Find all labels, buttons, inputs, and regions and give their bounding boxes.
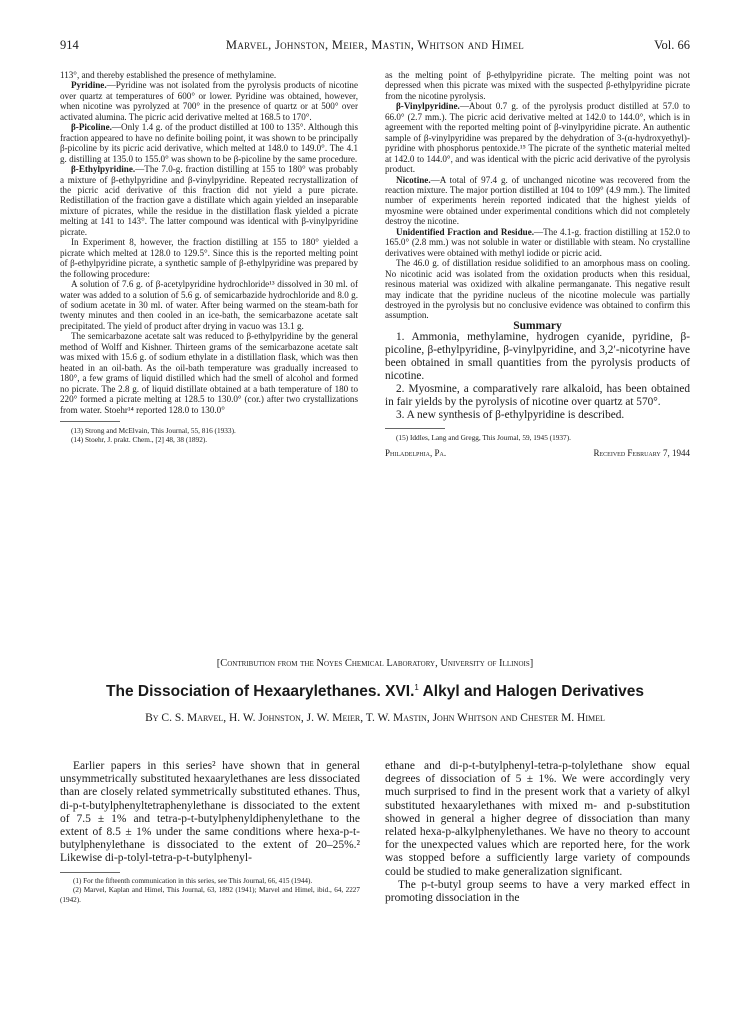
paragraph (385, 101, 690, 174)
paragraph (60, 164, 358, 237)
running-header (60, 38, 690, 54)
article-title (60, 683, 690, 701)
right-column (385, 70, 690, 460)
paragraph: A solution of 7.6 g. of β-acetylpyridine hydrochloride¹³ dissolved in 30 ml. of water was added to a solution of 5.6 g. of semicarbazide hydrochloride and 8.0 g. of sodium acetate in 30 ml. of water. After being warmed on the steam-bath for twenty minutes and then cooled in an ice-bath, the semicarbazone acetate salt precipitated. The yield of product after drying in vacuo was 13.1 g. (60, 279, 358, 331)
paragraph (385, 175, 690, 227)
article-right-column (385, 760, 690, 905)
paragraph-text: —A total of 97.4 g. of unchanged nicotine was recovered from the reaction mixture. The major portion distilled at 104 to 109° (4.9 mm.). The limited number of experiments herein reported indicated that the highest yields of myosmine were obtained under experimental conditions which did not completely destroy the nicotine. (385, 174, 690, 227)
paragraph: as the melting point of β-ethylpyridine picrate. The melting point was not depressed when this picrate was mixed with the suspected β-ethylpyridine picrate from the nicotine pyrolysis. (385, 70, 690, 101)
paragraph: ethane and di-p-t-butylphenyl-tetra-p-tolylethane show equal degrees of dissociation of 5 ± 1%. We were accordingly very much surprised to find in the present work that a variety of alkyl substituted hexaarylethanes with mixed m- and p-substitution showed in general a higher degree of dissociation than many related hexa-p-alkylphenylethanes. We have no theory to account for the unexpected values which are reported here, for the work was stopped before a sufficiently large variety of compounds could be studied to make generalization significant. (385, 760, 690, 878)
title-footnote-mark: 1 (414, 683, 419, 692)
footnote-rule (60, 421, 120, 422)
footnote: (1) For the fifteenth communication in this series, see This Journal, 66, 415 (1944). (73, 876, 313, 885)
footnote: (2) Marvel, Kaplan and Himel, This Journal, 63, 1892 (1941); Marvel and Himel, ibid., 64, 2227 (1942). (60, 886, 360, 904)
section-heading: Nicotine. (396, 174, 431, 185)
paragraph (60, 122, 358, 164)
paragraph-text: —About 0.7 g. of the pyrolysis product distilled at 57.0 to 66.0° (2.7 mm.). The picric acid derivative melted at 142.0 to 144.0°, which is in agreement with the reported melting point of β-vinylpyridine picrate. An authentic sample of β-vinylpyridine was prepared by the dehydration of 3-(α-hydroxyethyl)-pyridine with phosphorus pentoxide.¹⁵ The picrate of the synthetic material melted at 142.0 to 144.0°, and was identical with the picric acid derivative of the pyrolysis product. (385, 101, 690, 175)
paragraph (60, 80, 358, 122)
place: Philadelphia, Pa. (385, 447, 447, 458)
paragraph: The semicarbazone acetate salt was reduced to β-ethylpyridine by the general method of Wolff and Kishner. Thirteen grams of the semicarbazone acetate salt was mixed with 15.6 g. of sodium ethylate in a distillation flask, which was then heated in an oil-bath. As the oil-bath temperature was gradually increased to 180°, a few grams of liquid distilled which had the smell of alcohol and formed no picrate. The 2.8 g. of liquid distillate obtained at a bath temperature of 180 to 220° formed a picrate melting at 128.5 to 130.0° (cor.) after two crystallizations from water. Stoehr¹⁴ reported 128.0 to 130.0° (60, 331, 358, 415)
summary-item: 2. Myosmine, a comparatively rare alkaloid, has been obtained in fair yields by the pyrolysis of nicotine over quartz at 570°. (385, 383, 690, 409)
section-heading: β-Vinylpyridine. (396, 101, 460, 112)
title-main: The Dissociation of Hexaarylethanes. XVI. (106, 683, 415, 701)
paragraph-text: —Only 1.4 g. of the product distilled at 100 to 135°. Although this fraction appeared to have no definite boiling point, it was shown to be principally β-picoline by its picric acid derivative, which melted at 148.0 to 149.0°. The 4.1 g. distilling at 135.0 to 155.0° was shown to be β-picoline by the same procedure. (60, 122, 358, 164)
paragraph: Earlier papers in this series² have shown that in general unsymmetrically substituted hexaarylethanes are less dissociated than are closely related symmetrically substituted ethanes. Thus, di-p-t-butylphenyltetraphenylethane is dissociated to the extent of 7.5 ± 1% and tetra-p-t-butylphenyldiphenylethane to the extent of 8.5 ± 1% under the same conditions where hexa-p-t-butylphenylethane is dissociated to the extent of 20–25%.² Likewise di-p-tolyl-tetra-p-t-butylphenyl- (60, 760, 360, 865)
footnote: (13) Strong and McElvain, This Journal, 55, 816 (1933). (71, 425, 236, 435)
author-byline: By C. S. Marvel, H. W. Johnston, J. W. Meier, T. W. Mastin, John Whitson and Chester M. Himel (145, 712, 605, 724)
summary (385, 331, 690, 422)
paragraph: The 46.0 g. of distillation residue solidified to an amorphous mass on cooling. No nicotinic acid was isolated from the oxidation products when this residual, resinous material was oxidized with alkaline permanganate. This negative result may indicate that the pyridine nucleus of the nicotine molecule was partially destroyed in the pyrolysis but no conclusive evidence was obtained to confirm this assumption. (385, 258, 690, 321)
footnote: (14) Stoehr, J. prakt. Chem., [2] 48, 38 (1892). (71, 435, 208, 445)
paragraph-text: —The 4.1-g. fraction distilling at 152.0 to 165.0° (2.8 mm.) was not soluble in water or distillable with steam. No crystalline derivatives were obtained with methyl iodide or picric acid. (385, 226, 690, 258)
received-date: Received February 7, 1944 (593, 447, 690, 458)
paragraph-text: —Pyridine was not isolated from the pyrolysis products of nicotine over quartz at temperatures of 600° or lower. Pyridine was obtained, however, when nicotine was pyrolyzed at 700° in the presence of quartz or at 500° over activated alumina. The picric acid derivative melted at 168.5 to 170°. (60, 80, 358, 122)
running-title: Marvel, Johnston, Meier, Mastin, Whitson and Himel (225, 38, 525, 52)
article-left-column (60, 760, 360, 905)
page-number: 914 (60, 38, 79, 52)
section-heading: β-Ethylpyridine. (71, 164, 136, 175)
footnote: (15) Iddles, Lang and Gregg, This Journal, 59, 1945 (1937). (396, 433, 571, 443)
paragraph: 113°, and thereby established the presence of methylamine. (60, 70, 277, 80)
paragraph-text: —The 7.0-g. fraction distilling at 155 to 180° was probably a mixture of β-ethylpyridine and β-vinylpyridine. Repeated recrystallization of the picric acid derivative of this fraction did not yield a pure picrate. Redistillation of the fraction gave a distillate which again yielded an inseparable mixture of picrates, while the residue in the distillation flask yielded a picrate melting at 141 to 143°. The latter compound was identical with β-vinylpyridine picrate. (60, 164, 358, 237)
contribution-line: [Contribution from the Noyes Chemical Laboratory, University of Illinois] (216, 658, 534, 669)
paragraph: In Experiment 8, however, the fraction distilling at 155 to 180° yielded a picrate which melted at 128.0 to 129.5°. Since this is the reported melting point of β-ethylpyridine picrate, a synthetic sample of β-ethylpyridine was prepared by the following procedure: (60, 237, 358, 279)
footnote-rule (385, 428, 445, 429)
paragraph: The p-t-butyl group seems to have a very marked effect in promoting dissociation in the (385, 878, 690, 905)
summary-item: 3. A new synthesis of β-ethylpyridine is described. (396, 409, 625, 422)
title-subtitle: Alkyl and Halogen Derivatives (422, 683, 644, 701)
summary-item: 1. Ammonia, methylamine, hydrogen cyanide, pyridine, β-picoline, β-ethylpyridine, β-vinylpyridine, and 3,2′-nicotyrine have been obtained in small quantities from the pyrolysis products of nicotine. (385, 331, 690, 383)
volume-label: Vol. 66 (654, 38, 690, 52)
section-heading: β-Picoline. (71, 122, 112, 133)
section-heading: Unidentified Fraction and Residue. (396, 226, 535, 237)
summary-heading: Summary (513, 319, 562, 332)
section-heading: Pyridine. (71, 80, 107, 91)
paragraph (385, 227, 690, 258)
signature-line (385, 448, 690, 460)
left-column (60, 70, 358, 445)
footnote-rule (60, 872, 120, 873)
